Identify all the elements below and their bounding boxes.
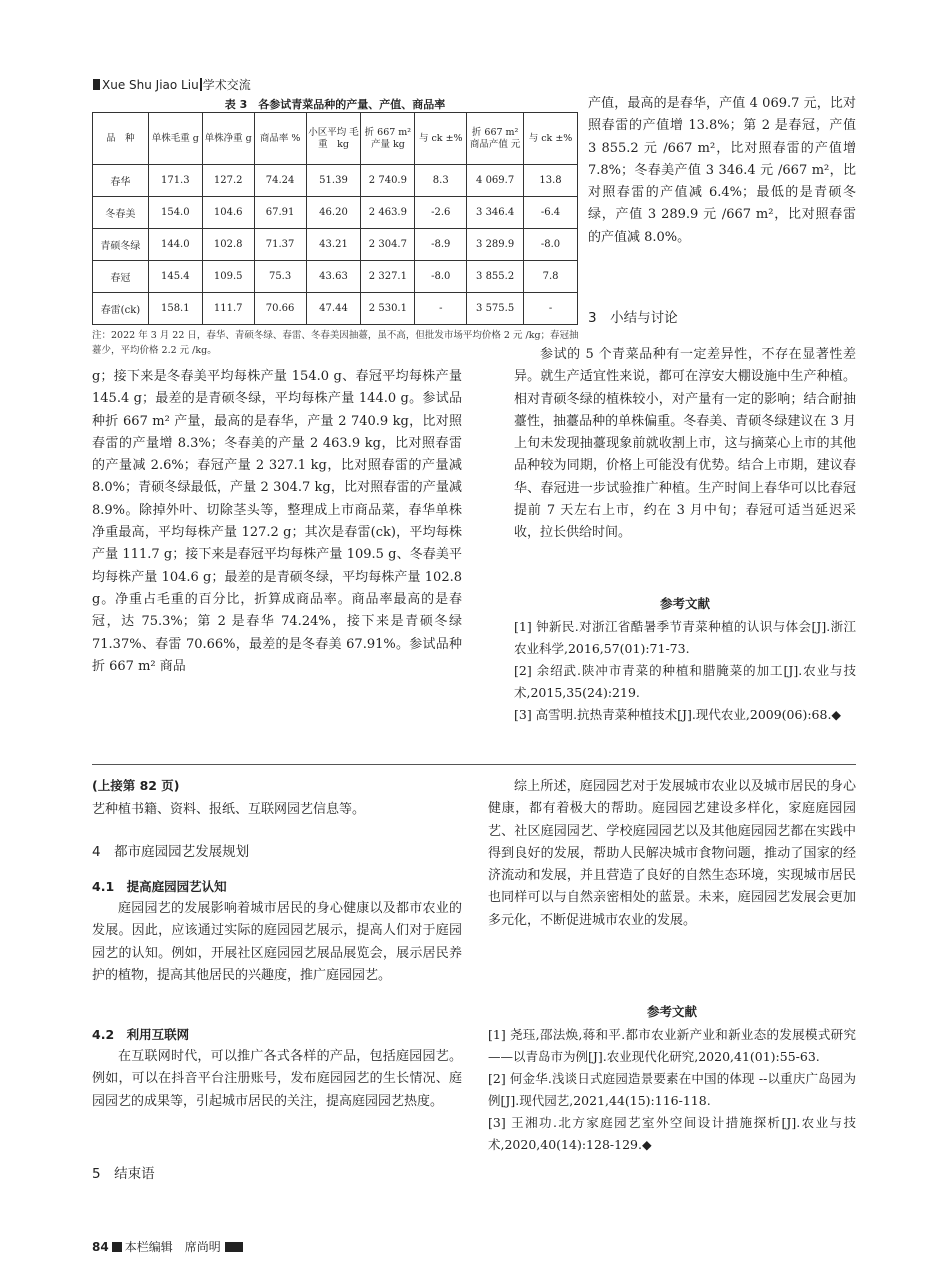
table-header-cell: 折 667 m² 产量 kg [361,113,415,165]
table-cell: 春雷(ck) [93,293,149,325]
table-cell: 158.1 [148,293,202,325]
table-header-cell: 商品率 % [254,113,306,165]
table-note: 注：2022 年 3 月 22 日，春华、青硕冬绿、春雷、冬春美因抽薹，虽不高，但批发市场平均价格 2 元 /kg；春冠抽薹少，平均价格 2.2 元 /kg。 [92,330,579,356]
section-divider [92,764,856,765]
table-row [93,165,578,197]
subsection-4-2-heading: 4.2 利用互联网 [92,1027,190,1042]
reference-item: [3] 王湘功.北方家庭园艺室外空间设计措施探析[J].农业与技术,2020,40(14):128-129.◆ [488,1115,856,1152]
table-cell: 3 855.2 [467,261,524,293]
table-cell: -8.0 [524,229,578,261]
table-cell: 7.8 [524,261,578,293]
table-row [93,293,578,325]
references-heading-bottom: 参考文献 [646,1004,697,1019]
table-cell: 51.39 [306,165,361,197]
table-cell: 3 346.4 [467,197,524,229]
section-3-heading: 3 小结与讨论 [588,310,678,326]
table-cell: 47.44 [306,293,361,325]
square-mark-icon [93,79,100,90]
subsection-4-1-heading: 4.1 提高庭园园艺认知 [92,879,227,894]
reference-item: [2] 余绍武.陕冲市青菜的种植和腊腌菜的加工[J].农业与技术,2015,35(24):219. [514,663,856,700]
table-header-cell: 品 种 [93,113,149,165]
continued-from-label: (上接第 82 页) [92,778,180,793]
journal-column-header [93,76,251,93]
output-value-paragraph: 产值，最高的是春华，产值 4 069.7 元，比对照春雷的产值增 13.8%；第 2 是春冠，产值 3 855.2 元 /667 m²，比对照春雷的产值增 7.8%；冬春美产值 3 346.4 元 /667 m²，比对照春雷的产值减 6.4%；最低的是青硕冬绿，产值 3 289.9 元 /667 m²，比对照春雷的产值减 8.0%。 [588,96,856,245]
table-row [93,229,578,261]
column-name-cn: 学术交流 [202,78,251,92]
section-3-paragraph: 参试的 5 个青菜品种有一定差异性，不存在显著性差异。就生产适宜性来说，都可在淳安大棚设施中生产种植。相对青硕冬绿的植株较小，对产量有一定的影响；结合耐抽薹性，抽薹品种的单株偏重。冬春美、青硕冬绿建议在 3 月上旬未发现抽薹现象前就收割上市，这与摘菜心上市的其他品种较为同期，价格上可能没有优势。结合上市期，建议春华、春冠进一步试验推广种植。生产时间上春华可以比春冠提前 7 天左右上市，约在 3 月中旬；春冠可适当延迟采收，拉长供给时间。 [514,347,856,541]
table-cell: 43.21 [306,229,361,261]
table-cell: 102.8 [202,229,254,261]
page-number: 84 [92,1240,109,1254]
table-cell: -8.0 [415,261,467,293]
table-cell: 3 575.5 [467,293,524,325]
column-name: Xue Shu Jiao Liu [102,78,199,92]
table-cell: 2 530.1 [361,293,415,325]
references-heading-top: 参考文献 [659,596,710,611]
continued-paragraph: 艺种植书籍、资料、报纸、互联网园艺信息等。 [92,802,366,817]
table-header-cell: 与 ck ±% [524,113,578,165]
yield-analysis-paragraph: g；接下来是冬春美平均每株产量 154.0 g、春冠平均每株产量 145.4 g；最差的是青硕冬绿，平均每株产量 144.0 g。参试品种折 667 m² 产量，最高的是春华，产量 2 740.9 kg，比对照春雷的产量增 8.3%；冬春美的产量 2 463.9 kg，比对照春雷的产量减 2.6%；春冠产量 2 327.1 kg，比对照春雷的产量减 8.0%；青硕冬绿最低，产量 2 304.7 kg，比对照春雷的产量减 8.9%。除掉外叶、切除茎头等，整理成上市商品菜，春华单株净重最高，平均每株产量 127.2 g；其次是春雷(ck)，平均每株产量 111.7 g；接下来是春冠平均每株产量 109.5 g、冬春美平均每株产量 104.6 g；最差的是青硕冬绿，平均每株产量 102.8 g。净重占毛重的百分比，折算成商品率。商品率最高的是春冠，达 75.3%；第 2 是春华 74.24%，接下来是青硕冬绿 71.37%、春雷 70.66%，最差的是冬春美 67.91%。参试品种折 667 m² 商品 [92,369,462,674]
table-cell: 154.0 [148,197,202,229]
table-cell: 4 069.7 [467,165,524,197]
table-cell: 46.20 [306,197,361,229]
table-cell: 74.24 [254,165,306,197]
table-row [93,261,578,293]
table-cell: 109.5 [202,261,254,293]
section-4-heading: 4 都市庭园园艺发展规划 [92,844,250,860]
table-cell: 2 463.9 [361,197,415,229]
table-cell: 13.8 [524,165,578,197]
divider-bar [200,78,202,91]
table-cell: 2 740.9 [361,165,415,197]
subsection-4-1-paragraph: 庭园园艺的发展影响着城市居民的身心健康以及都市农业的发展。因此，应该通过实际的庭园园艺展示，提高人们对于庭园园艺的认知。例如，开展社区庭园园艺展品展览会，展示居民养护的植物，提高其他居民的兴趣度，推广庭园园艺。 [92,901,462,983]
table-header-cell: 与 ck ±% [415,113,467,165]
table-cell: 冬春美 [93,197,149,229]
table-cell: -8.9 [415,229,467,261]
reference-item: [1] 尧珏,邵法焕,蒋和平.都市农业新产业和新业态的发展模式研究——以青岛市为例[J].农业现代化研究,2020,41(01):55-63. [488,1027,856,1064]
table-cell: - [415,293,467,325]
section-5-heading: 5 结束语 [92,1166,155,1182]
table-cell: 171.3 [148,165,202,197]
subsection-4-2-paragraph: 在互联网时代，可以推广各式各样的产品，包括庭园园艺。例如，可以在抖音平台注册账号，发布庭园园艺的生长情况、庭园园艺的成果等，引起城市居民的关注，提高庭园园艺热度。 [92,1049,462,1109]
page-footer [92,1238,243,1255]
table-cell: 70.66 [254,293,306,325]
table-cell: 67.91 [254,197,306,229]
table-cell: 145.4 [148,261,202,293]
table-cell: 3 289.9 [467,229,524,261]
table-header-cell: 小区平均 毛重 kg [306,113,361,165]
table-header-cell: 单株净重 g [202,113,254,165]
table-cell: 104.6 [202,197,254,229]
editor-credit: 本栏编辑 席尚明 [124,1240,221,1254]
reference-item: [2] 何金华.浅谈日式庭园造景要素在中国的体现 --以重庆广岛园为例[J].现代园艺,2021,44(15):116-118. [488,1071,856,1108]
references-list-top [514,616,856,726]
table-cell: -6.4 [524,197,578,229]
table-cell: 75.3 [254,261,306,293]
table-cell: 春冠 [93,261,149,293]
table-cell: -2.6 [415,197,467,229]
table-caption: 表 3 各参试青菜品种的产量、产值、商品率 [224,98,446,111]
table-cell: 71.37 [254,229,306,261]
table-header-row [93,113,578,165]
table-header-cell: 折 667 m² 商品产值 元 [467,113,524,165]
table-cell: 青硕冬绿 [93,229,149,261]
table-cell: 2 304.7 [361,229,415,261]
table-cell: 127.2 [202,165,254,197]
table-cell: 43.63 [306,261,361,293]
reference-item: [3] 高雪明.抗热青菜种植技术[J].现代农业,2009(06):68.◆ [514,707,842,722]
reference-item: [1] 钟新民.对浙江省酷暑季节青菜种植的认识与体会[J].浙江农业科学,2016,57(01):71-73. [514,619,856,656]
bar-mark-icon [225,1242,243,1252]
table-cell: 111.7 [202,293,254,325]
table-cell: 春华 [93,165,149,197]
table-cell: - [524,293,578,325]
yield-table [92,112,578,325]
table-cell: 2 327.1 [361,261,415,293]
table-row [93,197,578,229]
table-cell: 8.3 [415,165,467,197]
square-mark-icon [112,1242,122,1252]
table-cell: 144.0 [148,229,202,261]
table-header-cell: 单株毛重 g [148,113,202,165]
references-list-bottom [488,1024,856,1156]
conclusion-paragraph: 综上所述，庭园园艺对于发展城市农业以及城市居民的身心健康，都有着极大的帮助。庭园园艺建设多样化，家庭庭园园艺、社区庭园园艺、学校庭园园艺以及其他庭园园艺都在实践中得到良好的发展，帮助人民解决城市食物问题，推动了国家的经济流动和发展，并且营造了良好的自然生态环境，实现城市居民也同样可以与自然亲密相处的蓝景。未来，庭园园艺发展会更加多元化，不断促进城市农业的发展。 [488,779,856,928]
